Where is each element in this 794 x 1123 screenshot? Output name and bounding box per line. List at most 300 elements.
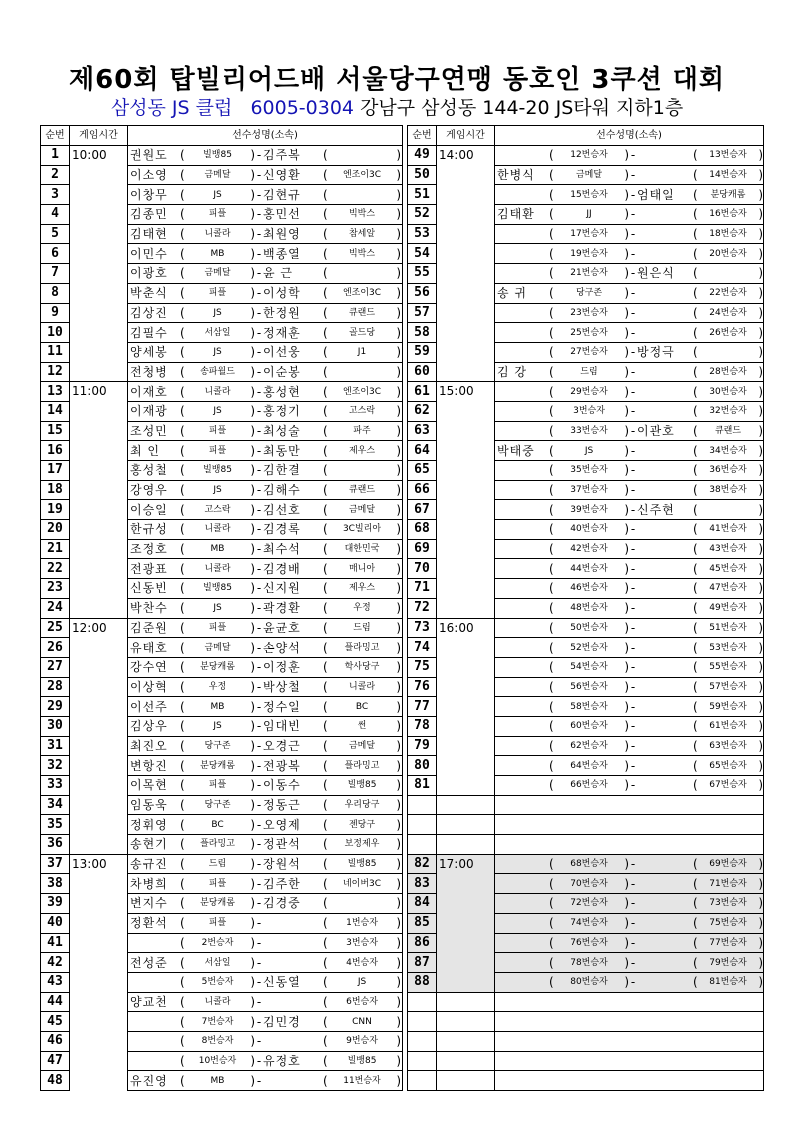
table-row (41, 382, 403, 402)
player1-club: ( 29번승자 ) (549, 384, 629, 399)
player1-club-name: 당구존 (204, 740, 231, 751)
player1-name: 조성민 (130, 423, 168, 438)
venue-address: 강남구 삼성동 144-20 JS타워 지하1층 (360, 97, 684, 119)
player2-club-name (328, 894, 397, 912)
player1-club-name: JS (213, 406, 222, 417)
table-row (41, 480, 403, 500)
table-row (408, 835, 764, 855)
table-row (408, 736, 764, 756)
match-number: 1 (41, 146, 70, 166)
vs-dash: - (630, 916, 636, 931)
table-row (41, 1012, 403, 1032)
player1-club: ( MB ) (180, 699, 255, 714)
player2-club: ( 45번승자 ) (693, 561, 763, 576)
game-time (70, 697, 128, 717)
player1-club: ( 12번승자 ) (549, 148, 629, 163)
player1-name: 권원도 (130, 148, 168, 163)
vs-dash: - (630, 699, 636, 714)
player1-club: ( 19번승자 ) (549, 246, 629, 261)
match-number: 14 (41, 401, 70, 421)
player2-club-name: 57번승자 (709, 681, 747, 692)
table-row (41, 500, 403, 520)
players-line (128, 619, 402, 637)
match-players (128, 559, 403, 579)
game-time: 11:00 (70, 382, 128, 402)
player1-club-name: 54번승자 (570, 662, 608, 673)
match-number: 81 (408, 776, 437, 796)
vs-dash: - (256, 325, 262, 340)
match-number (408, 1071, 437, 1091)
vs-dash: - (630, 857, 636, 872)
game-time (70, 480, 128, 500)
header-time: 게임시간 (70, 126, 128, 146)
match-players (495, 756, 764, 776)
player2-club: ( 골드당 ) (323, 325, 401, 340)
player2-club-name: 엔조이3C (342, 170, 382, 181)
vs-dash: - (256, 246, 262, 261)
match-players (495, 657, 764, 677)
player2-name: 김민경 (263, 1014, 301, 1029)
table-row (41, 598, 403, 618)
match-number: 11 (41, 342, 70, 362)
player1-club: ( 송파월드 ) (180, 364, 255, 379)
vs-dash: - (630, 207, 636, 222)
vs-dash: - (630, 975, 636, 990)
player2-club: ( 금메달 ) (323, 738, 401, 753)
vs-dash: - (256, 719, 262, 734)
table-row (41, 205, 403, 225)
game-time (437, 185, 495, 205)
player2-club-name: 43번승자 (709, 544, 747, 555)
match-players (495, 736, 764, 756)
player2-club: ( 엔조이3C ) (323, 168, 401, 183)
player1-club: ( 52번승자 ) (549, 640, 629, 655)
player1-club: ( 56번승자 ) (549, 679, 629, 694)
match-players (495, 913, 764, 933)
player2-club-name (328, 461, 397, 479)
player2-club-name: 6번승자 (346, 996, 378, 1007)
player2-club-name: 38번승자 (709, 485, 747, 496)
player2-club: ( 22번승자 ) (693, 286, 763, 301)
match-players (128, 185, 403, 205)
game-time (70, 894, 128, 914)
player1-club-name: 66번승자 (570, 780, 608, 791)
player1-club: ( 50번승자 ) (549, 620, 629, 635)
players-line (495, 225, 763, 243)
player1-club: ( 플라밍고 ) (180, 837, 255, 852)
match-number: 79 (408, 736, 437, 756)
player1-club-name: 42번승자 (570, 544, 608, 555)
players-line (128, 186, 402, 204)
player1-club: ( 2번승자 ) (180, 935, 255, 950)
player1-club-name: 피플 (208, 878, 227, 889)
player2-club-name: CNN (352, 1016, 372, 1027)
player1-club: ( BC ) (180, 817, 255, 832)
player1-name: 이민수 (130, 246, 168, 261)
table-row (41, 874, 403, 894)
match-players (128, 382, 403, 402)
player1-club-name: 78번승자 (570, 957, 608, 968)
players-line (128, 1052, 402, 1070)
match-players (128, 736, 403, 756)
player2-club-name (328, 186, 397, 204)
player2-name: 원은식 (637, 266, 675, 281)
player1-name: 박태중 (497, 443, 535, 458)
table-row (41, 1071, 403, 1091)
player2-name: 백종열 (263, 246, 301, 261)
vs-dash: - (630, 955, 636, 970)
player2-club-name: 4번승자 (346, 957, 378, 968)
player2-club: ( 드림 ) (323, 620, 401, 635)
match-number: 19 (41, 500, 70, 520)
player1-club: ( 40번승자 ) (549, 522, 629, 537)
match-players (128, 224, 403, 244)
match-players (128, 657, 403, 677)
player2-club: ( 30번승자 ) (693, 384, 763, 399)
player1-club-name: 빌뱅85 (203, 583, 232, 594)
player1-club-name: 68번승자 (570, 859, 608, 870)
player1-club-name: 서삼일 (204, 957, 231, 968)
player2-club: ( 67번승자 ) (693, 778, 763, 793)
player2-name: 정동근 (263, 798, 301, 813)
player2-name: 윤 근 (263, 266, 293, 281)
table-row (41, 303, 403, 323)
match-number: 26 (41, 638, 70, 658)
player1-club-name: 70번승자 (570, 878, 608, 889)
player1-club-name: 37번승자 (570, 485, 608, 496)
game-time (437, 362, 495, 382)
table-row (408, 815, 764, 835)
game-time (70, 323, 128, 343)
game-time (437, 480, 495, 500)
player2-name: 이순봉 (263, 364, 301, 379)
player2-name: 유정호 (263, 1053, 301, 1068)
match-number: 29 (41, 697, 70, 717)
table-row (41, 441, 403, 461)
player2-club-name: 41번승자 (709, 524, 747, 535)
players-line (128, 599, 402, 617)
player2-club: ( 빌뱅85 ) (323, 778, 401, 793)
match-number: 30 (41, 716, 70, 736)
match-number: 74 (408, 638, 437, 658)
player2-club: ( 큐랜드 ) (693, 423, 763, 438)
match-number: 27 (41, 657, 70, 677)
vs-dash: - (256, 1053, 262, 1068)
player2-name: 최성술 (263, 423, 301, 438)
match-number: 46 (41, 1031, 70, 1051)
player1-club: ( 62번승자 ) (549, 738, 629, 753)
player2-club: ( 3C빌리아 ) (323, 522, 401, 537)
match-players (128, 283, 403, 303)
game-time (437, 913, 495, 933)
match-players (495, 323, 764, 343)
player2-club-name: 드림 (353, 622, 371, 633)
match-number: 71 (408, 579, 437, 599)
player1-club-name: 23번승자 (570, 307, 608, 318)
player2-name: 최원영 (263, 227, 301, 242)
player2-club-name: 파주 (353, 425, 371, 436)
match-number: 33 (41, 776, 70, 796)
player2-club: ( 11번승자 ) (323, 1073, 401, 1088)
table-row (408, 146, 764, 166)
match-players (128, 953, 403, 973)
player1-club-name: 52번승자 (570, 642, 608, 653)
player1-club: ( 서삼일 ) (180, 955, 255, 970)
match-players (495, 835, 764, 855)
players-line (495, 363, 763, 381)
players-line (128, 560, 402, 578)
player1-name: 조정호 (130, 542, 168, 557)
player2-club: ( 20번승자 ) (693, 246, 763, 261)
vs-dash: - (630, 443, 636, 458)
player1-club: ( MB ) (180, 1073, 255, 1088)
player1-club-name: 드림 (580, 366, 598, 377)
player2-club: ( ) (693, 266, 763, 281)
game-time (70, 815, 128, 835)
player2-club: ( 빌뱅85 ) (323, 857, 401, 872)
table-header-row (408, 126, 764, 146)
table-row (41, 677, 403, 697)
player2-club-name: 32번승자 (709, 406, 747, 417)
players-line (128, 1032, 402, 1050)
player2-name: 신동열 (263, 975, 301, 990)
player1-name: 전광표 (130, 561, 168, 576)
match-players (128, 756, 403, 776)
players-line (128, 796, 402, 814)
vs-dash: - (256, 679, 262, 694)
player2-club: ( 분당캐롬 ) (693, 187, 763, 202)
player2-club-name: 큐랜드 (714, 425, 742, 436)
player2-club: ( 26번승자 ) (693, 325, 763, 340)
match-players (495, 205, 764, 225)
player2-name: 장원석 (263, 857, 301, 872)
player1-club-name: 금메달 (204, 170, 231, 181)
player2-club-name (328, 146, 397, 164)
header-num: 순번 (408, 126, 437, 146)
players-line (495, 855, 763, 873)
game-time (70, 283, 128, 303)
table-row (408, 795, 764, 815)
match-number (408, 795, 437, 815)
player2-club: ( 34번승자 ) (693, 443, 763, 458)
match-number: 56 (408, 283, 437, 303)
game-time (437, 874, 495, 894)
game-time (437, 716, 495, 736)
vs-dash: - (630, 463, 636, 478)
match-players (495, 598, 764, 618)
table-row (408, 716, 764, 736)
players-line (495, 166, 763, 184)
table-row (408, 559, 764, 579)
table-row (408, 520, 764, 540)
match-number: 23 (41, 579, 70, 599)
player1-name: 이재호 (130, 384, 168, 399)
venue-name: 삼성동 JS 클럽 (110, 97, 233, 119)
table-row (408, 205, 764, 225)
player1-club: ( 5번승자 ) (180, 975, 255, 990)
player2-club: ( 43번승자 ) (693, 542, 763, 557)
match-players (495, 480, 764, 500)
player1-name: 이선주 (130, 699, 168, 714)
table-row (41, 244, 403, 264)
player2-club: ( ) (693, 502, 763, 517)
game-time (70, 913, 128, 933)
match-number: 51 (408, 185, 437, 205)
player2-name: 김경배 (263, 561, 301, 576)
player1-club-name: JS (213, 189, 222, 200)
player2-club: ( 6번승자 ) (323, 994, 401, 1009)
vs-dash: - (630, 345, 636, 360)
game-time: 16:00 (437, 618, 495, 638)
game-time (70, 224, 128, 244)
player2-name: 김현규 (263, 187, 301, 202)
player1-name: 한규성 (130, 522, 168, 537)
player2-club: ( JS ) (323, 975, 401, 990)
header-num: 순번 (41, 126, 70, 146)
player2-name: 정재훈 (263, 325, 301, 340)
match-players (128, 913, 403, 933)
vs-dash: - (256, 1073, 262, 1088)
players-line (495, 934, 763, 952)
player2-club: ( 13번승자 ) (693, 148, 763, 163)
match-number: 24 (41, 598, 70, 618)
player2-club: ( 55번승자 ) (693, 660, 763, 675)
match-number: 18 (41, 480, 70, 500)
vs-dash: - (256, 542, 262, 557)
player1-club-name: 서삼일 (204, 327, 231, 338)
player1-club: ( 58번승자 ) (549, 699, 629, 714)
game-time (437, 283, 495, 303)
player1-club-name: 2번승자 (201, 937, 234, 948)
match-players (495, 854, 764, 874)
match-number: 64 (408, 441, 437, 461)
player1-club-name: 64번승자 (570, 760, 608, 771)
player1-club: ( 금메달 ) (180, 640, 255, 655)
player1-club-name: JS (213, 307, 222, 318)
player1-name: 박춘식 (130, 286, 168, 301)
vs-dash: - (256, 817, 262, 832)
match-number: 17 (41, 461, 70, 481)
game-time (70, 342, 128, 362)
match-number: 36 (41, 835, 70, 855)
match-players (128, 441, 403, 461)
vs-dash: - (630, 620, 636, 635)
match-number: 4 (41, 205, 70, 225)
match-players (495, 972, 764, 992)
match-number: 25 (41, 618, 70, 638)
player1-club-name: 46번승자 (570, 583, 608, 594)
player2-name: 이동수 (263, 778, 301, 793)
vs-dash: - (256, 207, 262, 222)
player1-club: ( 68번승자 ) (549, 857, 629, 872)
vs-dash: - (630, 227, 636, 242)
match-players (128, 205, 403, 225)
player2-name: 김선호 (263, 502, 301, 517)
players-line (128, 757, 402, 775)
player2-club: ( 38번승자 ) (693, 483, 763, 498)
match-players (128, 500, 403, 520)
match-number: 65 (408, 461, 437, 481)
match-players (128, 894, 403, 914)
match-number: 88 (408, 972, 437, 992)
player1-club: ( 74번승자 ) (549, 916, 629, 931)
player2-club-name: 9번승자 (346, 1036, 378, 1047)
vs-dash: - (256, 699, 262, 714)
match-players (495, 441, 764, 461)
game-time (437, 1051, 495, 1071)
player1-club-name: 니콜라 (204, 996, 231, 1007)
header-time: 게임시간 (437, 126, 495, 146)
table-row (408, 362, 764, 382)
match-players (128, 421, 403, 441)
match-number: 9 (41, 303, 70, 323)
game-time (70, 953, 128, 973)
match-players (128, 618, 403, 638)
table-row (41, 992, 403, 1012)
table-row (41, 264, 403, 284)
player1-club-name: 80번승자 (570, 977, 608, 988)
game-time (437, 657, 495, 677)
match-players (495, 992, 764, 1012)
table-row (408, 401, 764, 421)
game-time (437, 224, 495, 244)
player1-club-name: JS (213, 721, 222, 732)
match-number: 7 (41, 264, 70, 284)
player2-club: ( ) (323, 266, 401, 281)
match-players (128, 1051, 403, 1071)
match-players (128, 677, 403, 697)
table-row (408, 500, 764, 520)
match-players (495, 716, 764, 736)
match-players (495, 776, 764, 796)
players-line (495, 737, 763, 755)
vs-dash: - (630, 679, 636, 694)
player1-club-name: 35번승자 (570, 465, 608, 476)
match-players (128, 972, 403, 992)
players-line (128, 501, 402, 519)
player1-club: ( 금메달 ) (180, 266, 255, 281)
player1-club-name: 분당캐롬 (200, 898, 235, 909)
players-line (128, 205, 402, 223)
player1-club-name: 40번승자 (570, 524, 608, 535)
page-subtitle (0, 96, 794, 120)
game-time (437, 579, 495, 599)
vs-dash: - (630, 738, 636, 753)
player2-club-name: 제우스 (348, 583, 376, 594)
player1-club-name: 17번승자 (570, 229, 608, 240)
match-number: 8 (41, 283, 70, 303)
player1-club: ( 분당캐롬 ) (180, 896, 255, 911)
game-time (437, 401, 495, 421)
player1-name: 김필수 (130, 325, 168, 340)
players-line (128, 737, 402, 755)
players-line (128, 835, 402, 853)
players-line (495, 442, 763, 460)
player2-club: ( 플라밍고 ) (323, 758, 401, 773)
match-number: 75 (408, 657, 437, 677)
game-time (70, 933, 128, 953)
players-line (128, 1072, 402, 1090)
match-players (495, 697, 764, 717)
match-number: 15 (41, 421, 70, 441)
player2-club-name: 엔조이3C (342, 386, 382, 397)
player1-club-name: BC (211, 819, 224, 830)
player1-club-name: 72번승자 (570, 898, 608, 909)
player1-club-name: 33번승자 (570, 425, 608, 436)
game-time (70, 657, 128, 677)
table-row (408, 992, 764, 1012)
match-players (128, 1031, 403, 1051)
